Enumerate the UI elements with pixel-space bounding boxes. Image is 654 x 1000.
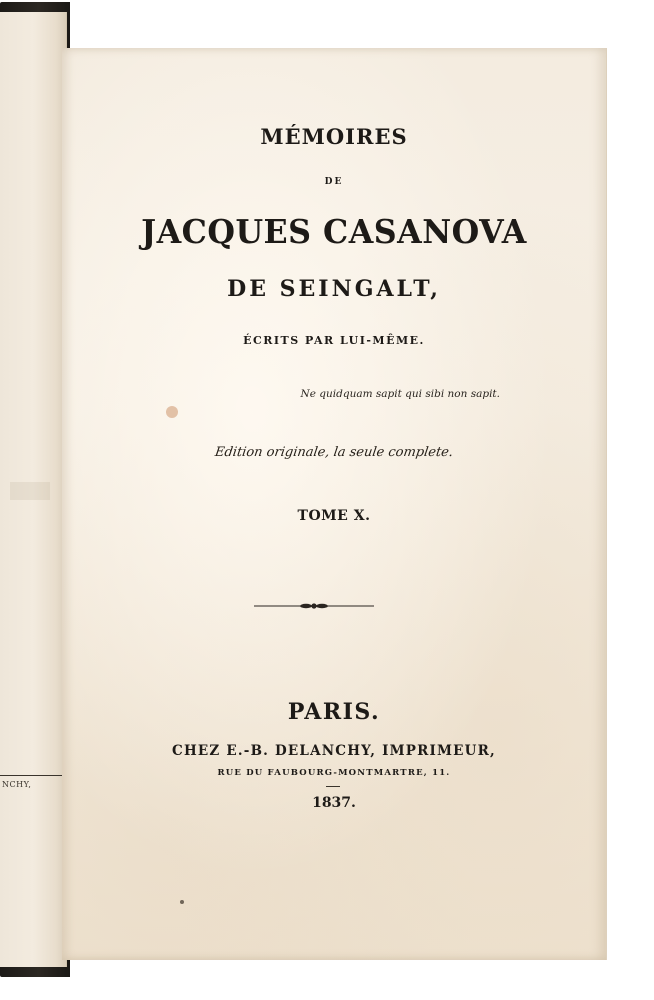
ornament-rule-icon — [254, 600, 374, 612]
edition-note: Edition originale, la seule complete. — [213, 445, 455, 460]
volume-number: TOME X. — [297, 508, 371, 524]
title-page — [62, 48, 607, 960]
imprint-address: RUE DU FAUBOURG-MONTMARTRE, 11. — [217, 768, 451, 778]
imprint-publisher: CHEZ E.-B. DELANCHY, IMPRIMEUR, — [172, 743, 496, 759]
latin-motto: Ne quidquam sapit qui sibi non sapit. — [300, 388, 500, 400]
show-through-text — [10, 482, 50, 500]
author-title: DE SEINGALT, — [227, 276, 441, 302]
byline: ÉCRITS PAR LUI-MÊME. — [243, 334, 425, 347]
author-name: JACQUES CASANOVA — [141, 212, 527, 251]
previous-page-text-fragment: NCHY, — [2, 780, 32, 789]
previous-page — [0, 12, 67, 967]
previous-page-rule — [0, 775, 64, 776]
imprint-city: PARIS. — [287, 699, 381, 725]
ink-speck — [180, 900, 184, 904]
book-title: MÉMOIRES — [260, 124, 408, 149]
imprint-year: 1837. — [312, 795, 356, 811]
title-connector: DE — [324, 177, 344, 187]
foxing-stain — [166, 406, 178, 418]
imprint-divider — [326, 786, 340, 787]
